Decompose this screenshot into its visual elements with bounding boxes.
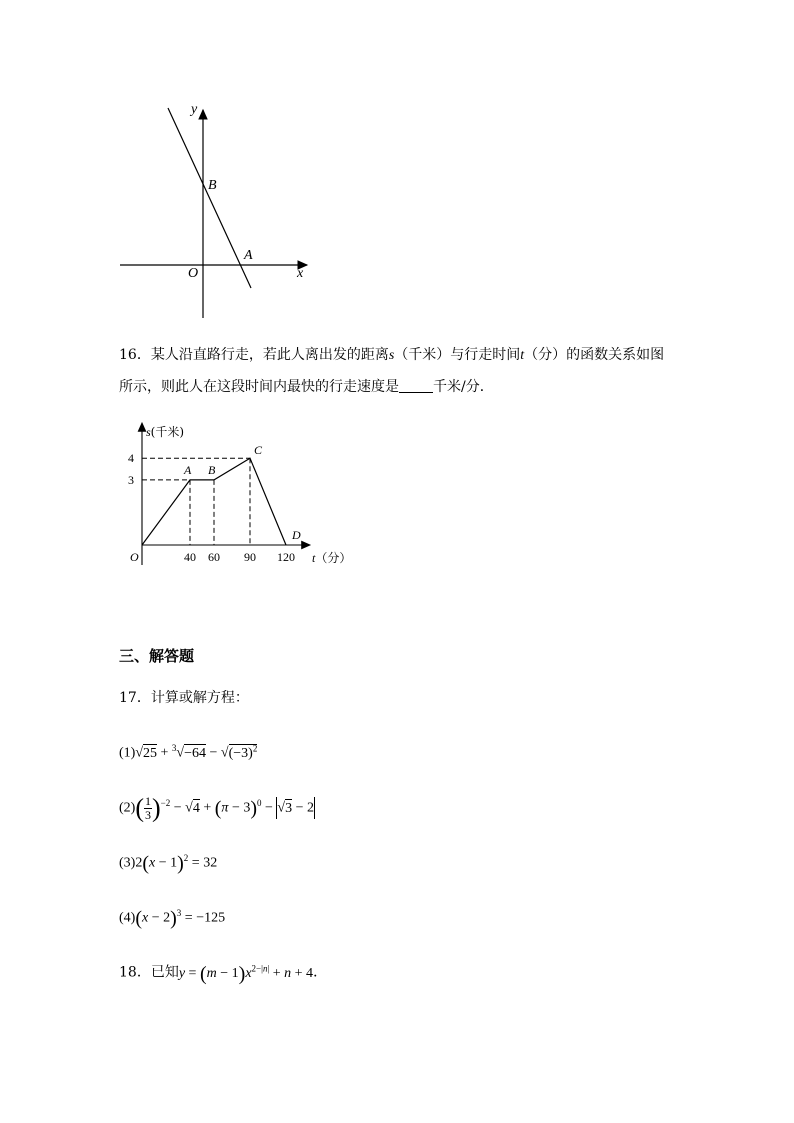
graph1-y-label: y [191,102,198,117]
point-label-B: B [208,462,216,477]
q17-part2: (2)( $\frac{1}{3}$ )$^{-2} - √4 + (\pi - 3)^0 - √3 - 2$ [119,793,315,823]
q16-line2 [119,377,494,397]
q17-part1: $(1)√25 + ^3√-64 - √(-3)^2$ [119,743,258,761]
q17-number: 17． [119,690,151,706]
q16-text-c: （分）的函数关系如图 [524,347,665,363]
answer-blank[interactable] [399,378,433,393]
q17-p2-label: (2) [119,800,136,816]
q16-text-e: 千米/分． [433,379,494,395]
q16-line1 [119,345,664,366]
x-tick-40: 40 [184,550,196,564]
q18-expression: $y = (m - 1)x^{2-|n|} + n + 4$ [178,962,314,985]
chart-xlabel-unit: （分） [315,551,352,565]
y-tick-3: 3 [128,472,134,487]
q17-part3: $(3)2(x - 1)^2 = 32$ [119,852,218,875]
chart-y-axis-label [146,423,184,440]
point-label-C: C [254,443,263,458]
q17-p4-label: (4) [119,910,136,926]
q18-text: 已知 [150,964,179,981]
point-label-O: O [130,550,139,564]
x-tick-120: 120 [277,550,295,564]
q17-p4-rhs: −125 [196,910,226,926]
graph1-point-b: B [208,178,217,193]
q16-text-d: 所示，则此人在这段时间内最快的行走速度是 [119,379,399,395]
q17-p3-rhs: 32 [203,855,218,871]
point-label-D: D [292,528,301,542]
graph1-x-label: x [297,266,304,281]
graph-line-intercepts [110,100,320,325]
q17-text: 计算或解方程： [150,690,249,706]
chart-ylabel-unit: (千米) [150,425,185,439]
q17-part4: $(4)(x - 2)^3 = -125$ [119,907,226,930]
chart-ylabel-var: s [146,425,151,439]
point-label-A: A [184,462,192,477]
q16-var-t: t [520,348,525,363]
q17-p1-label: (1) [119,745,136,761]
q18-number: 18． [119,964,151,981]
y-tick-4: 4 [128,451,134,466]
q16-text-a: 某人沿直路行走，若此人离出发的距离 [150,347,389,363]
chart-x-axis-label [312,549,351,566]
function-line [168,108,251,288]
x-tick-60: 60 [208,550,220,564]
chart-xlabel-var: t [312,551,316,565]
q16-number: 16． [119,347,151,363]
q16-text-b: （千米）与行走时间 [394,347,521,363]
section-title: 三、解答题 [119,647,195,665]
q18-line: 18．已知$y = (m - 1)x^{2-|n|} + n + 4$． [119,962,328,985]
graph1-origin-label: O [188,266,199,281]
q17-p3-label: (3) [119,855,136,871]
q17-header [119,688,249,708]
q16-var-s: s [388,348,395,363]
x-tick-90: 90 [244,550,256,564]
graph1-point-a: A [244,248,253,263]
